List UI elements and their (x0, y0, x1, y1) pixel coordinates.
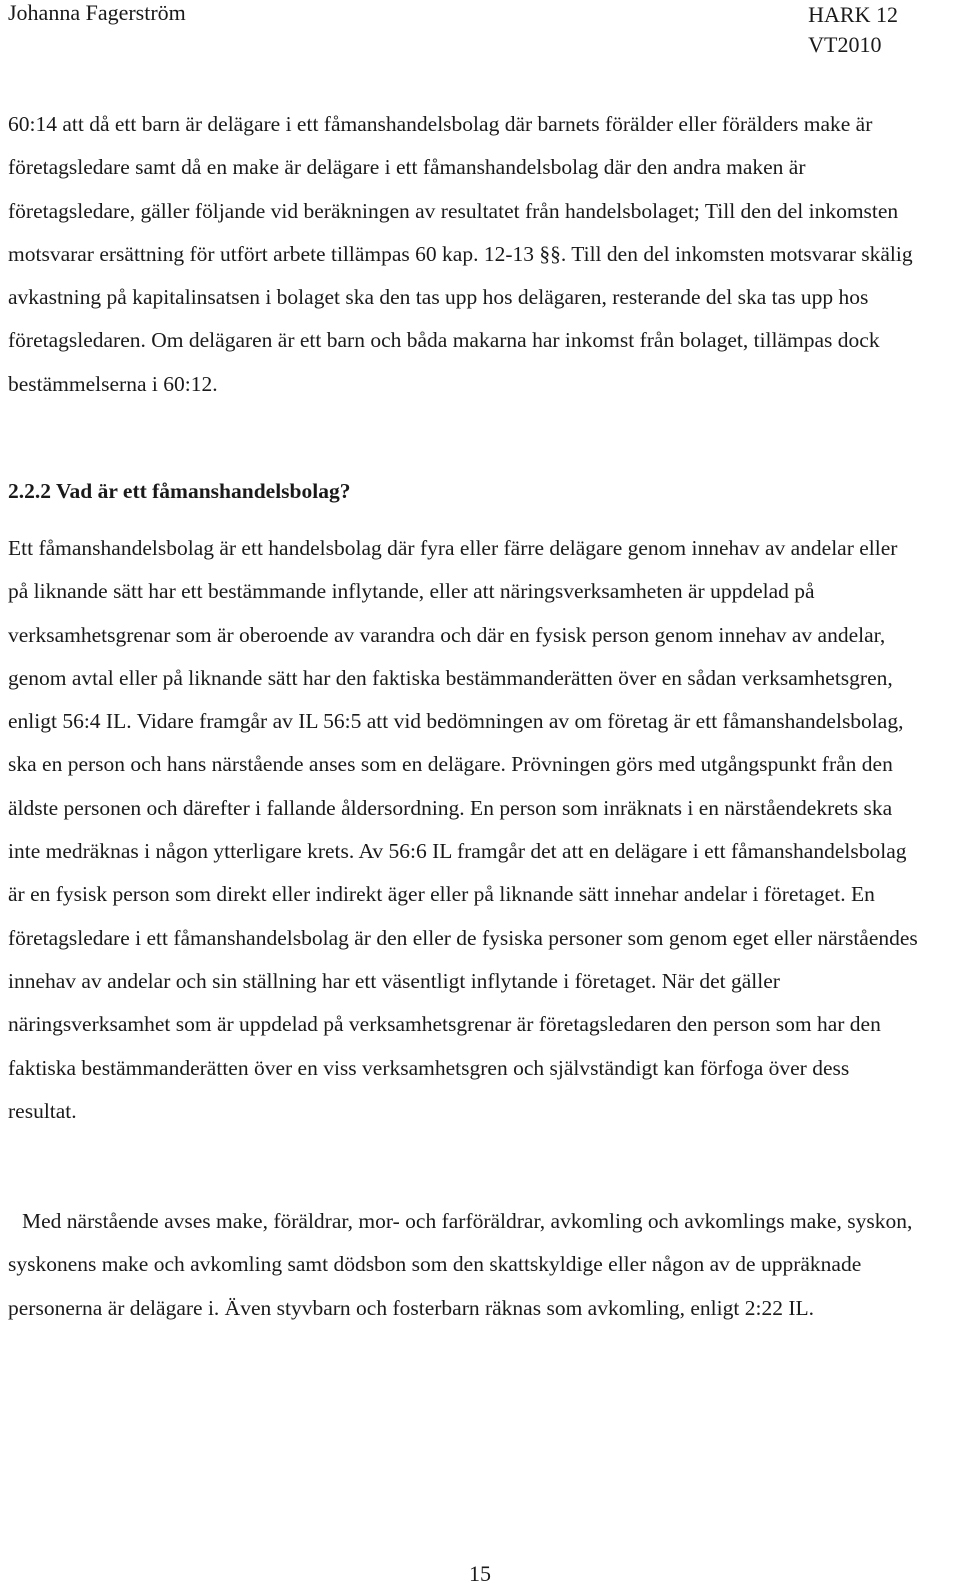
section-heading: 2.2.2 Vad är ett fåmanshandelsbolag? (8, 479, 351, 503)
paragraph-2: Ett fåmanshandelsbolag är ett handelsbolag där fyra eller färre delägare genom innehav av andelar eller på liknande sätt har ett bestämmande inflytande, eller att näringsverksamheten är uppdelad på verksamhetsgrenar som är oberoende av varandra och där en fysisk person genom innehav av andelar, genom avtal eller på liknande sätt har den faktiska bestämmanderätten över en sådan verksamhetsgren, enligt 56:4 IL. Vidare framgår av IL 56:5 att vid bedömningen av om företag är ett fåmanshandelsbolag, ska en person och hans närstående anses som en delägare. Prövningen görs med utgångspunkt från den äldste personen och därefter i fallande åldersordning. En person som inräknats i en närståendekrets ska inte medräknas i någon ytterligare krets. Av 56:6 IL framgår det att en delägare i ett fåmanshandelsbolag är en fysisk person som direkt eller indirekt äger eller på liknande sätt innehar andelar i företaget. En företagsledare i ett fåmanshandelsbolag är den eller de fysiska personer som genom eget eller närståendes innehav av andelar och sin ställning har ett väsentligt inflytande i företaget. När det gäller näringsverksamhet som är uppdelad på verksamhetsgrenar är företagsledaren den person som har den faktiska bestämmanderätten över en viss verksamhetsgren och självständigt kan förfoga över dess resultat. (8, 536, 918, 1123)
page-number: 15 (469, 1561, 491, 1586)
header-author: Johanna Fagerström (8, 0, 186, 25)
paragraph-1: 60:14 att då ett barn är delägare i ett fåmanshandelsbolag där barnets förälder eller förälders make är företagsledare samt då en make är delägare i ett fåmanshandelsbolag där den andra maken är företagsledare, gäller följande vid beräkningen av resultatet från handelsbolaget; Till den del inkomsten motsvarar ersättning för utfört arbete tillämpas 60 kap. 12-13 §§. Till den del inkomsten motsvarar skälig avkastning på kapitalinsatsen i bolaget ska den tas upp hos delägaren, resterande del ska tas upp hos företagsledaren. Om delägaren är ett barn och båda makarna har inkomst från bolaget, tillämpas dock bestämmelserna i 60:12. (8, 112, 913, 396)
header-term: VT2010 (808, 32, 882, 57)
paragraph-3: Med närstående avses make, föräldrar, mor- och farföräldrar, avkomling och avkomlings make, syskon, syskonens make och avkomling samt dödsbon som den skattskyldige eller någon av de uppräknade personerna är delägare i. Även styvbarn och fosterbarn räknas som avkomling, enligt 2:22 IL. (8, 1209, 913, 1320)
header-course-info (808, 0, 898, 60)
header-course: HARK 12 (808, 2, 898, 27)
